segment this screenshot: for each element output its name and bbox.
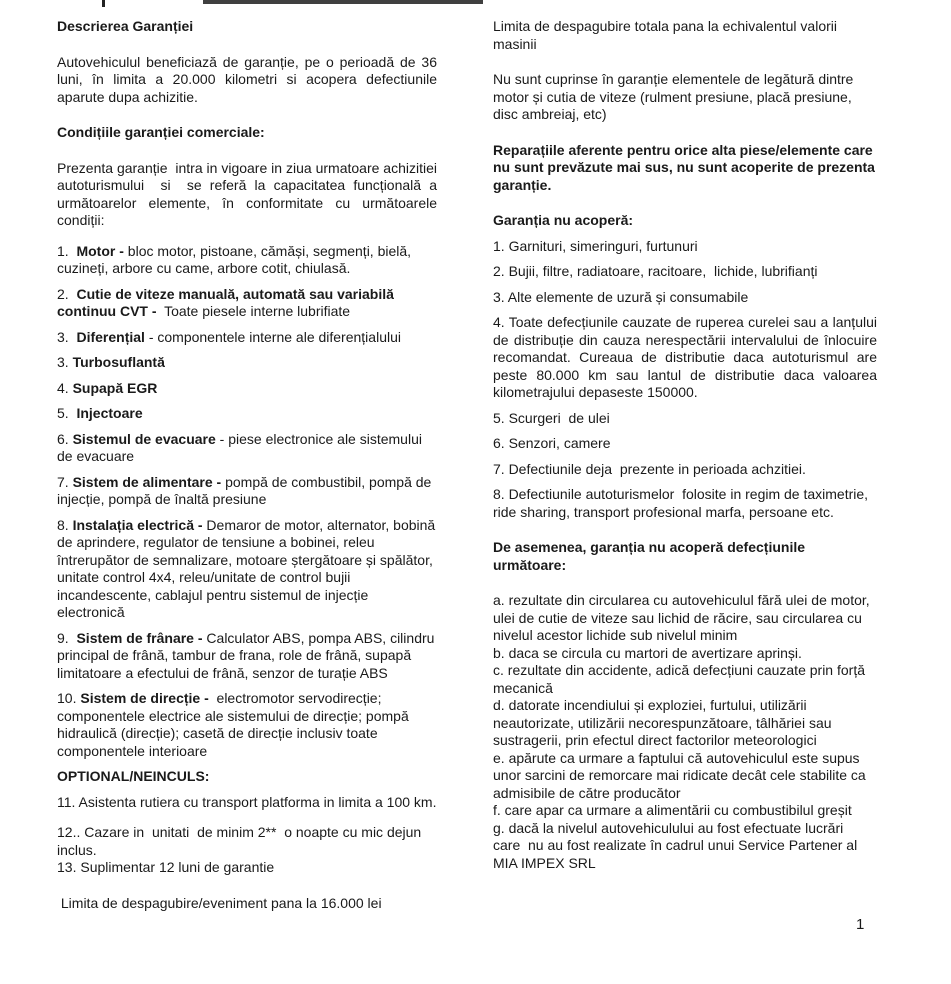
list-item-g-non-partner-service: g. dacă la nivelul autovehiculului au fost efectuate lucrări care nu au fost realizate în cadrul unui Service Partener al MIA IMPEX SRL: [493, 819, 858, 871]
list-item-d-fire-theft: d. datorate incendiului și exploziei, furtului, utilizării neautorizate, utilizării necorespunzătoare, tâlhăriei sau sustragerii, prin efectul direct factorilor meteorologici: [493, 697, 832, 748]
para-total-claim-limit: Limita de despagubire totala pana la echivalentul valorii masinii: [493, 18, 837, 52]
list-item-exhaust-system: 6. Sistemul de evacuare - piese electronice ale sistemului de evacuare: [57, 430, 422, 464]
list-item-extra-warranty: 13. Suplimentar 12 luni de garantie: [57, 859, 275, 875]
list-item-roadside-assistance: 11. Asistenta rutiera cu transport platforma in limita a 100 km.: [57, 793, 437, 810]
list-item-b-warning-lights: b. daca se circula cu martori de avertizare aprinși.: [493, 644, 802, 661]
list-item-steering-system: 10. Sistem de direcție - electromotor servodirecție; componentele electrice ale sistemului de direcție; pompă hidraulică (direcție); casetă de direcție inclusiv toate componentele interioare: [57, 690, 409, 759]
heading-also-not-covered: De asemenea, garanția nu acoperă defecțiunile următoare:: [493, 539, 806, 573]
list-item-sensors-cameras: 6. Senzori, camere: [493, 435, 611, 451]
list-item-f-wrong-fuel: f. care apar ca urmare a alimentării cu combustibilul greșit: [493, 802, 852, 818]
list-item-motor: 1. Motor - bloc motor, pistoane, cămăși, segmenți, bielă, cuzineți, arbore cu came, arbore cotit, chiulasă.: [57, 242, 412, 276]
left-column: [57, 18, 437, 912]
list-item-injectors: 5. Injectoare: [57, 405, 143, 421]
list-item-wear-consumables: 3. Alte elemente de uzură și consumabile: [493, 288, 749, 305]
cutoff-text-artifact: [102, 0, 105, 7]
heading-warranty-description: Descrierea Garanției: [57, 18, 194, 34]
list-item-a-no-oil: a. rezultate din circularea cu autovehiculul fără ulei de motor, ulei de cutie de viteze sau lichid de răcire, sau circularea cu nivelul acestor lichide sub nivelul minim: [493, 592, 870, 643]
heading-not-covered: Garanția nu acoperă:: [493, 212, 634, 228]
para-warranty-terms: Prezenta garanție intra in vigoare in ziua urmatoare achizitiei autoturismului si se referă la capacitatea funcțională a următoarelor elemente, în conformitate cu următoarele condiții:: [57, 159, 437, 228]
para-claim-limit-per-event: Limita de despagubire/eveniment pana la 16.000 lei: [57, 894, 382, 911]
list-item-braking-system: 9. Sistem de frânare - Calculator ABS, pompa ABS, cilindru principal de frână, tambur de frana, role de frână, supapă limitatoare a efectului de frână, senzor de turație ABS: [57, 629, 435, 681]
list-item-preexisting-defects: 7. Defectiunile deja prezente in perioada achzitiei.: [493, 460, 806, 477]
list-item-turbocharger: 3. Turbosuflantă: [57, 354, 165, 370]
list-item-fuel-system: 7. Sistem de alimentare - pompă de combustibil, pompă de injecție, pompă de înaltă presiune: [57, 473, 432, 507]
heading-optional-not-included: OPTIONAL/NEINCULS:: [57, 768, 210, 784]
list-item-gaskets: 1. Garnituri, simeringuri, furtunuri: [493, 237, 698, 254]
heading-commercial-conditions: Condițiile garanției comerciale:: [57, 124, 265, 140]
list-item-accommodation: 12.. Cazare in unitati de minim 2** o noapte cu mic dejun inclus.: [57, 824, 422, 858]
list-item-plugs-filters: 2. Bujii, filtre, radiatoare, racitoare, lichide, lubrifianți: [493, 263, 818, 279]
list-item-differential: 3. Diferențial - componentele interne ale diferențialului: [57, 328, 401, 345]
list-item-c-accidents: c. rezultate din accidente, adică defecțiuni cauzate prin forță mecanică: [493, 662, 865, 696]
list-item-e-towing-loads: e. apărute ca urmare a faptului că autovehiculul este supus unor sarcini de remorcare mai ridicate decât cele stabilite ca admisibile de către producător: [493, 749, 866, 801]
list-item-electrical-system: 8. Instalația electrică - Demaror de motor, alternator, bobină de aprindere, regulator de tensiune a bobinei, releu întrerupător de semnalizare, motoare ștergătoare și spălător, unitate control 4x4, releu/unitate de control bujii incandescente, cablajul pentru sistemul de injecție electronică: [57, 516, 436, 620]
list-item-gearbox: 2. Cutie de viteze manuală, automată sau variabilă continuu CVT - Toate piesele interne lubrifiate: [57, 285, 394, 319]
list-item-oil-leaks: 5. Scurgeri de ulei: [493, 409, 610, 426]
para-warranty-period: Autovehiculul beneficiază de garanție, pe o perioadă de 36 luni, în limita a 20.000 kilometri si acopera defectiunile aparute dupa achizitie.: [57, 53, 437, 105]
right-column: [493, 18, 877, 872]
para-belt-chain-exclusion: 4. Toate defecțiunile cauzate de ruperea curelei sau a lanțului de distribuție din cauza nerespectării intervalului de înlocuire recomandat. Cureaua de distributie daca autoturismul are peste 80.000 km sau lantul de distributie daca valoarea kilometrajului depaseste 150000.: [493, 314, 877, 400]
para-other-parts-exclusion: Reparațiile aferente pentru orice alta piese/elemente care nu sunt prevăzute mai sus, nu sunt acoperite de prezenta garanție.: [493, 141, 875, 193]
para-clutch-exclusion: Nu sunt cuprinse în garanție elementele de legătură dintre motor și cutia de viteze (rulment presiune, placă presiune, disc ambreiaj, etc): [493, 71, 854, 122]
top-border-artifact: [203, 0, 483, 4]
page-number: 1: [856, 916, 865, 933]
list-item-commercial-use: 8. Defectiunile autoturismelor folosite in regim de taximetrie, ride sharing, transport profesional marfa, persoane etc.: [493, 486, 869, 520]
list-item-egr-valve: 4. Supapă EGR: [57, 379, 158, 396]
